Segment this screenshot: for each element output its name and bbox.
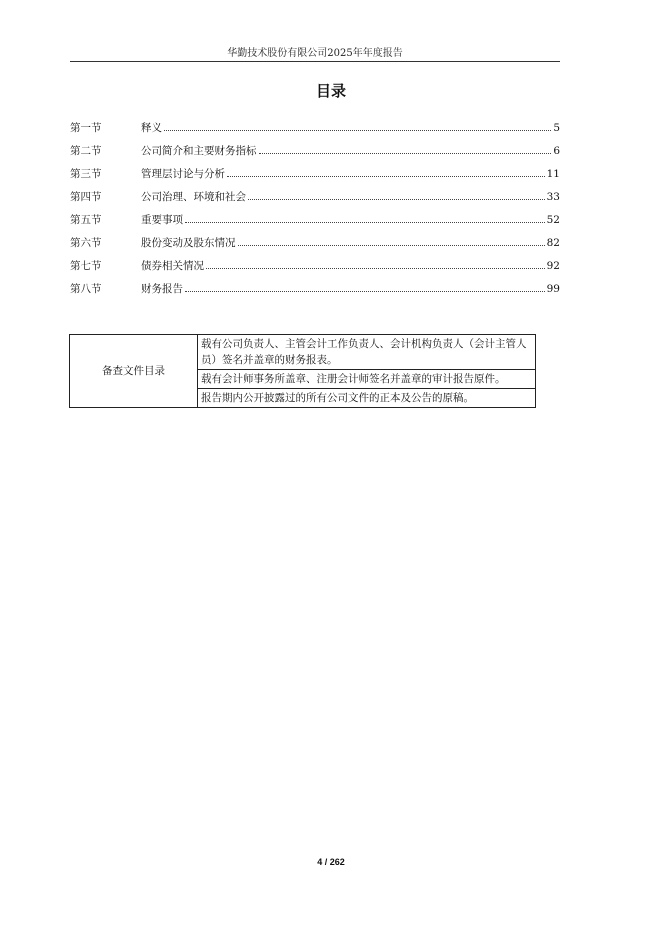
toc-leader-dots bbox=[238, 236, 545, 246]
toc-leader-dots bbox=[206, 259, 545, 269]
page-number: 4 / 262 bbox=[317, 857, 345, 867]
toc-leader-dots bbox=[185, 213, 545, 223]
toc-section-title: 公司简介和主要财务指标 bbox=[141, 145, 257, 157]
toc-page-number: 99 bbox=[546, 283, 560, 295]
toc-leader-dots bbox=[164, 121, 551, 131]
toc-entry-5[interactable] bbox=[70, 212, 560, 235]
toc-section-title: 公司治理、环境和社会 bbox=[141, 191, 246, 203]
toc-entry-1[interactable] bbox=[70, 120, 560, 143]
reference-documents-table bbox=[69, 334, 536, 408]
toc-section-number: 第二节 bbox=[70, 145, 102, 157]
toc-page-number: 33 bbox=[546, 191, 560, 203]
toc-entry-4[interactable] bbox=[70, 189, 560, 212]
toc-page-number: 82 bbox=[546, 237, 560, 249]
reference-item: 报告期内公开披露过的所有公司文件的正本及公告的原稿。 bbox=[198, 389, 536, 408]
reference-label: 备查文件目录 bbox=[70, 335, 198, 408]
toc-section-title: 重要事项 bbox=[141, 214, 183, 226]
toc-page-number: 92 bbox=[546, 260, 560, 272]
toc-section-title: 管理层讨论与分析 bbox=[141, 168, 225, 180]
toc-page-number: 5 bbox=[553, 122, 560, 134]
page-title: 目录 bbox=[315, 82, 346, 100]
toc-section-number: 第四节 bbox=[70, 191, 102, 203]
toc-leader-dots bbox=[259, 144, 552, 154]
toc-page-number: 11 bbox=[546, 168, 560, 180]
toc-section-number: 第七节 bbox=[70, 260, 102, 272]
toc-leader-dots bbox=[185, 282, 545, 292]
toc-leader-dots bbox=[248, 190, 545, 200]
reference-item: 载有会计师事务所盖章、注册会计师签名并盖章的审计报告原件。 bbox=[198, 370, 536, 389]
toc-entry-8[interactable] bbox=[70, 281, 560, 304]
toc-section-title: 财务报告 bbox=[141, 283, 183, 295]
toc-entry-6[interactable] bbox=[70, 235, 560, 258]
toc-entry-2[interactable] bbox=[70, 143, 560, 166]
toc-section-number: 第八节 bbox=[70, 283, 102, 295]
toc-section-number: 第六节 bbox=[70, 237, 102, 249]
toc-page-number: 6 bbox=[553, 145, 560, 157]
toc-section-number: 第三节 bbox=[70, 168, 102, 180]
toc-section-title: 股份变动及股东情况 bbox=[141, 237, 236, 249]
toc-page-number: 52 bbox=[546, 214, 560, 226]
page-header: 华勤技术股份有限公司2025年年度报告 bbox=[227, 48, 403, 59]
reference-item: 载有公司负责人、主管会计工作负责人、会计机构负责人（会计主管人员）签名并盖章的财务报表。 bbox=[198, 335, 536, 370]
toc-section-number: 第一节 bbox=[70, 122, 102, 134]
toc-entry-7[interactable] bbox=[70, 258, 560, 281]
table-of-contents bbox=[70, 120, 560, 304]
toc-section-title: 债券相关情况 bbox=[141, 260, 204, 272]
toc-leader-dots bbox=[227, 167, 545, 177]
toc-section-title: 释义 bbox=[141, 122, 162, 134]
header-rule bbox=[70, 61, 560, 62]
toc-section-number: 第五节 bbox=[70, 214, 102, 226]
toc-entry-3[interactable] bbox=[70, 166, 560, 189]
